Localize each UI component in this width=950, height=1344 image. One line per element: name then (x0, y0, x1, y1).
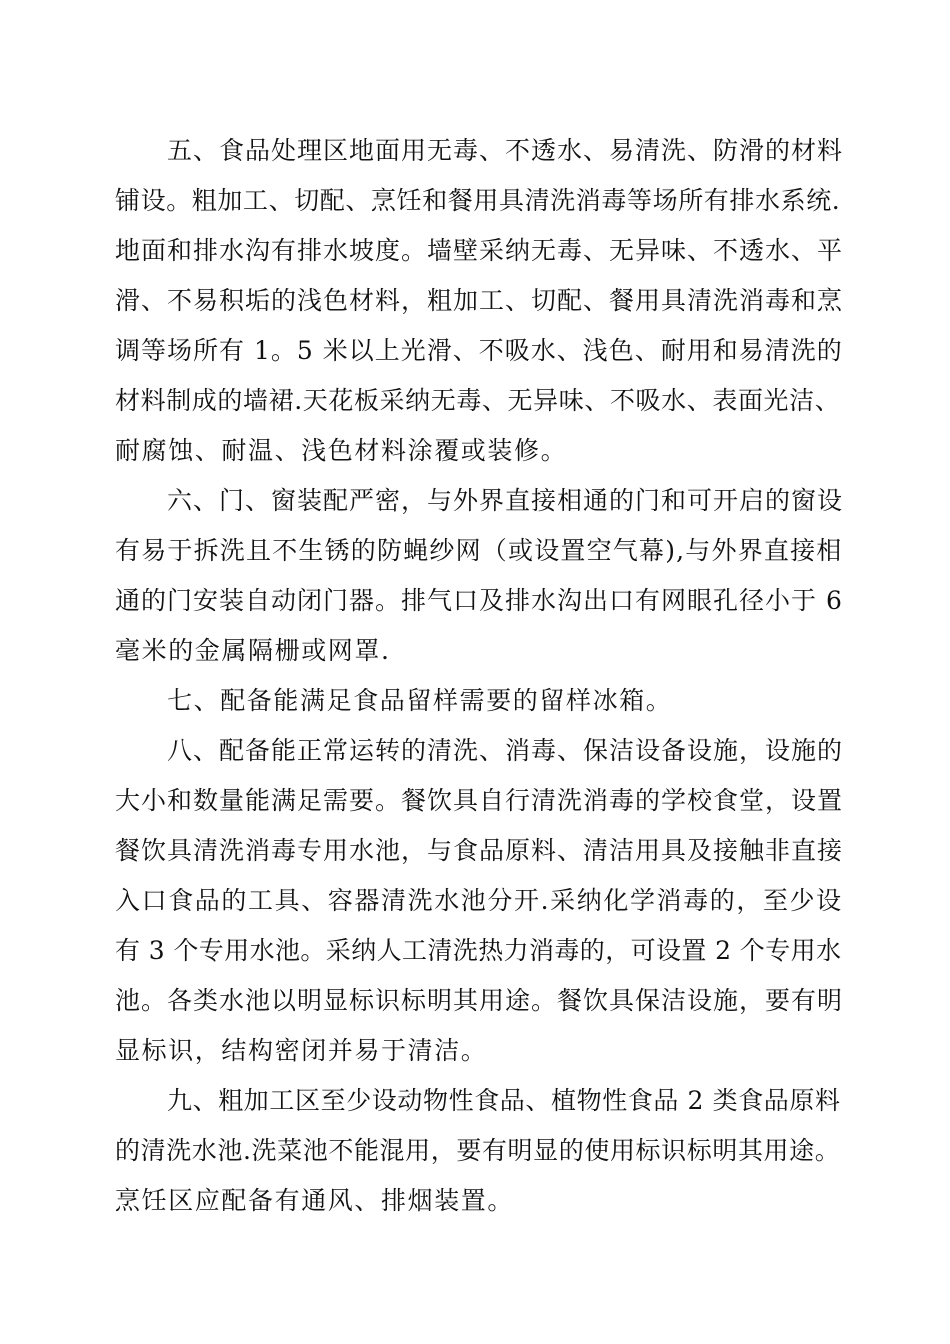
text-line: 滑、不易积垢的浅色材料，粗加工、切配、餐用具清洗消毒和烹 (115, 286, 844, 315)
text-line: 五、食品处理区地面用无毒、不透水、易清洗、防滑的材料 (167, 136, 844, 165)
text-line: 耐腐蚀、耐温、浅色材料涂覆或装修。 (115, 436, 568, 465)
text-line: 地面和排水沟有排水坡度。墙壁采纳无毒、无异味、不透水、平 (115, 236, 844, 265)
text-line: 九、粗加工区至少设动物性食品、植物性食品 2 类食品原料 (167, 1086, 841, 1115)
paragraph-8 (115, 726, 845, 1076)
text-line: 烹饪区应配备有通风、排烟装置。 (115, 1186, 515, 1215)
text-line: 六、门、窗装配严密，与外界直接相通的门和可开启的窗设 (167, 486, 844, 515)
text-line: 毫米的金属隔栅或网罩. (115, 636, 391, 665)
paragraph-7 (115, 676, 845, 726)
document-body (115, 126, 845, 1226)
text-line: 大小和数量能满足需要。餐饮具自行清洗消毒的学校食堂，设置 (115, 786, 844, 815)
paragraph-6 (115, 476, 845, 676)
text-line: 有 3 个专用水池。采纳人工清洗热力消毒的，可设置 2 个专用水 (115, 936, 842, 965)
paragraph-5 (115, 126, 845, 476)
text-line: 池。各类水池以明显标识标明其用途。餐饮具保洁设施，要有明 (115, 986, 844, 1015)
text-line: 有易于拆洗且不生锈的防蝇纱网（或设置空气幕),与外界直接相 (115, 536, 843, 565)
text-line: 材料制成的墙裙.天花板采纳无毒、无异味、不吸水、表面光洁、 (115, 386, 841, 415)
text-line: 餐饮具清洗消毒专用水池，与食品原料、清洁用具及接触非直接 (115, 836, 844, 865)
text-line: 八、配备能正常运转的清洗、消毒、保洁设备设施，设施的 (167, 736, 844, 765)
text-line: 七、配备能满足食品留样需要的留样冰箱。 (167, 686, 673, 715)
text-line: 的清洗水池.洗菜池不能混用，要有明显的使用标识标明其用途。 (115, 1136, 841, 1165)
paragraph-9 (115, 1076, 845, 1226)
text-line: 入口食品的工具、容器清洗水池分开.采纳化学消毒的，至少设 (115, 886, 843, 915)
text-line: 调等场所有 1。5 米以上光滑、不吸水、浅色、耐用和易清洗的 (115, 336, 843, 365)
text-line: 显标识，结构密闭并易于清洁。 (115, 1036, 488, 1065)
text-line: 通的门安装自动闭门器。排气口及排水沟出口有网眼孔径小于 6 (115, 586, 843, 615)
text-line: 铺设。粗加工、切配、烹饪和餐用具清洗消毒等场所有排水系统. (115, 186, 841, 215)
